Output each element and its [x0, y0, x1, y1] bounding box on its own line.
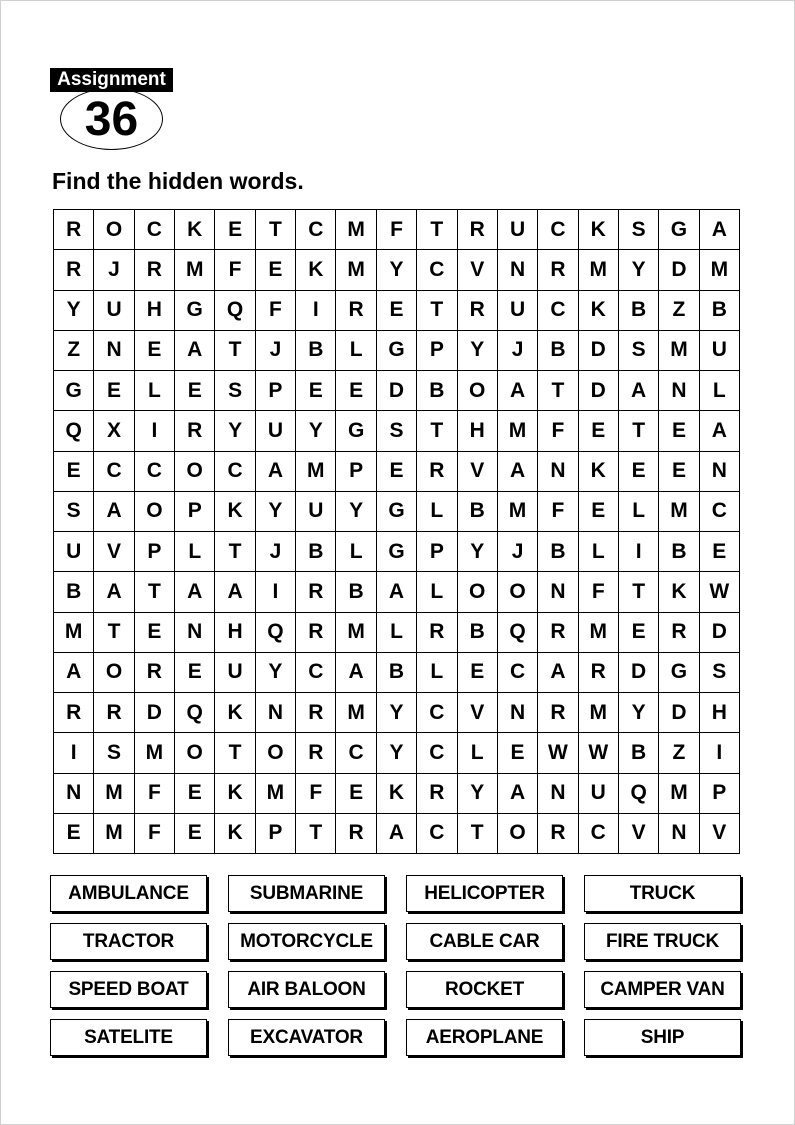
grid-cell[interactable]: S — [700, 653, 740, 693]
grid-cell[interactable]: E — [619, 452, 659, 492]
grid-cell[interactable]: E — [377, 452, 417, 492]
grid-cell[interactable]: G — [377, 331, 417, 371]
grid-cell[interactable]: B — [538, 331, 578, 371]
grid-cell[interactable]: M — [700, 250, 740, 290]
grid-cell[interactable]: R — [458, 291, 498, 331]
grid-cell[interactable]: Y — [336, 492, 376, 532]
grid-cell[interactable]: M — [659, 774, 699, 814]
grid-cell[interactable]: T — [417, 210, 457, 250]
grid-cell[interactable]: T — [94, 613, 134, 653]
grid-cell[interactable]: G — [659, 210, 699, 250]
word-box: AEROPLANE — [406, 1019, 563, 1056]
grid-cell[interactable]: Y — [619, 250, 659, 290]
grid-cell[interactable]: A — [700, 411, 740, 451]
grid-cell[interactable]: T — [215, 532, 255, 572]
grid-cell[interactable]: A — [538, 653, 578, 693]
grid-cell[interactable]: O — [94, 210, 134, 250]
grid-cell[interactable]: K — [175, 210, 215, 250]
grid-cell[interactable]: E — [377, 291, 417, 331]
grid-cell[interactable]: U — [498, 210, 538, 250]
grid-cell[interactable]: T — [417, 291, 457, 331]
grid-cell[interactable]: E — [579, 492, 619, 532]
grid-cell[interactable]: C — [498, 653, 538, 693]
grid-cell[interactable]: L — [175, 532, 215, 572]
grid-cell[interactable]: U — [54, 532, 94, 572]
grid-cell[interactable]: T — [458, 814, 498, 854]
grid-cell[interactable]: E — [659, 452, 699, 492]
word-box: TRACTOR — [50, 923, 207, 960]
grid-cell[interactable]: A — [498, 774, 538, 814]
grid-cell[interactable]: B — [659, 532, 699, 572]
grid-cell[interactable]: E — [54, 452, 94, 492]
grid-cell[interactable]: K — [215, 492, 255, 532]
grid-cell[interactable]: W — [538, 733, 578, 773]
assignment-number: 36 — [84, 93, 139, 146]
grid-cell[interactable]: V — [458, 452, 498, 492]
grid-cell[interactable]: P — [256, 814, 296, 854]
word-box: CABLE CAR — [406, 923, 563, 960]
grid-cell[interactable]: D — [135, 693, 175, 733]
grid-cell[interactable]: E — [135, 613, 175, 653]
grid-cell[interactable]: U — [579, 774, 619, 814]
grid-cell[interactable]: U — [700, 331, 740, 371]
grid-cell[interactable]: Y — [377, 693, 417, 733]
grid-cell[interactable]: C — [94, 452, 134, 492]
grid-cell[interactable]: L — [417, 572, 457, 612]
word-box: FIRE TRUCK — [584, 923, 741, 960]
grid-cell[interactable]: F — [135, 814, 175, 854]
grid-cell[interactable]: B — [336, 572, 376, 612]
grid-cell[interactable]: Y — [215, 411, 255, 451]
grid-cell[interactable]: U — [256, 411, 296, 451]
grid-cell[interactable]: E — [175, 371, 215, 411]
grid-cell[interactable]: M — [135, 733, 175, 773]
grid-cell[interactable]: B — [458, 492, 498, 532]
grid-cell[interactable]: N — [256, 693, 296, 733]
grid-cell[interactable]: I — [54, 733, 94, 773]
grid-cell[interactable]: I — [256, 572, 296, 612]
grid-cell[interactable]: O — [94, 653, 134, 693]
grid-cell[interactable]: C — [417, 693, 457, 733]
grid-cell[interactable]: O — [135, 492, 175, 532]
grid-cell[interactable]: T — [619, 411, 659, 451]
grid-cell[interactable]: N — [175, 613, 215, 653]
grid-cell[interactable]: C — [700, 492, 740, 532]
grid-cell[interactable]: P — [700, 774, 740, 814]
grid-cell[interactable]: S — [619, 210, 659, 250]
assignment-label: Assignment — [50, 68, 173, 92]
grid-cell[interactable]: E — [700, 532, 740, 572]
grid-cell[interactable]: C — [296, 210, 336, 250]
grid-cell[interactable]: D — [619, 653, 659, 693]
grid-cell[interactable]: Z — [659, 291, 699, 331]
grid-cell[interactable]: C — [135, 210, 175, 250]
grid-cell[interactable]: G — [659, 653, 699, 693]
grid-cell[interactable]: R — [54, 210, 94, 250]
grid-cell[interactable]: T — [215, 331, 255, 371]
grid-cell[interactable]: A — [94, 492, 134, 532]
grid-cell[interactable]: E — [175, 774, 215, 814]
grid-cell[interactable]: Q — [215, 291, 255, 331]
grid-cell[interactable]: K — [215, 814, 255, 854]
grid-cell[interactable]: A — [377, 572, 417, 612]
grid-cell[interactable]: F — [538, 411, 578, 451]
grid-cell[interactable]: V — [458, 693, 498, 733]
grid-cell[interactable]: R — [538, 693, 578, 733]
grid-cell[interactable]: C — [538, 210, 578, 250]
grid-cell[interactable]: E — [579, 411, 619, 451]
grid-cell[interactable]: A — [336, 653, 376, 693]
grid-cell[interactable]: B — [619, 733, 659, 773]
grid-cell[interactable]: V — [619, 814, 659, 854]
grid-cell[interactable]: P — [175, 492, 215, 532]
grid-cell[interactable]: E — [256, 250, 296, 290]
grid-cell[interactable]: R — [336, 291, 376, 331]
grid-cell[interactable]: Y — [256, 492, 296, 532]
grid-cell[interactable]: L — [417, 653, 457, 693]
grid-cell[interactable]: U — [215, 653, 255, 693]
grid-cell[interactable]: C — [135, 452, 175, 492]
grid-cell[interactable]: G — [175, 291, 215, 331]
grid-cell[interactable]: T — [296, 814, 336, 854]
grid-cell[interactable]: C — [538, 291, 578, 331]
grid-cell[interactable]: M — [175, 250, 215, 290]
grid-cell[interactable]: P — [336, 452, 376, 492]
grid-cell[interactable]: E — [175, 814, 215, 854]
grid-cell[interactable]: B — [54, 572, 94, 612]
grid-cell[interactable]: E — [336, 774, 376, 814]
grid-cell[interactable]: C — [417, 814, 457, 854]
word-box: SHIP — [584, 1019, 741, 1056]
grid-cell[interactable]: N — [659, 814, 699, 854]
grid-cell[interactable]: A — [175, 331, 215, 371]
grid-cell[interactable]: D — [579, 371, 619, 411]
grid-cell[interactable]: Y — [458, 532, 498, 572]
grid-cell[interactable]: M — [659, 331, 699, 371]
grid-cell[interactable]: O — [175, 452, 215, 492]
grid-cell[interactable]: R — [458, 210, 498, 250]
grid-cell[interactable]: M — [579, 613, 619, 653]
grid-cell[interactable]: N — [498, 693, 538, 733]
grid-cell[interactable]: F — [579, 572, 619, 612]
grid-cell[interactable]: T — [135, 572, 175, 612]
grid-cell[interactable]: G — [336, 411, 376, 451]
grid-cell[interactable]: A — [175, 572, 215, 612]
grid-cell[interactable]: M — [94, 814, 134, 854]
grid-cell[interactable]: P — [417, 331, 457, 371]
word-box: CAMPER VAN — [584, 971, 741, 1008]
grid-cell[interactable]: Q — [175, 693, 215, 733]
grid-cell[interactable]: M — [336, 613, 376, 653]
grid-cell[interactable]: N — [700, 452, 740, 492]
grid-cell[interactable]: O — [458, 572, 498, 612]
word-search-grid — [53, 209, 740, 854]
grid-cell[interactable]: N — [498, 250, 538, 290]
grid-cell[interactable]: W — [700, 572, 740, 612]
grid-cell[interactable]: M — [336, 693, 376, 733]
grid-cell[interactable]: T — [215, 733, 255, 773]
grid-cell[interactable]: R — [336, 814, 376, 854]
word-box: AMBULANCE — [50, 875, 207, 912]
grid-cell[interactable]: L — [135, 371, 175, 411]
grid-cell[interactable]: R — [175, 411, 215, 451]
grid-cell[interactable]: M — [336, 210, 376, 250]
grid-cell[interactable]: C — [215, 452, 255, 492]
grid-cell[interactable]: S — [94, 733, 134, 773]
grid-cell[interactable]: M — [579, 250, 619, 290]
grid-cell[interactable]: E — [135, 331, 175, 371]
grid-cell[interactable]: U — [94, 291, 134, 331]
grid-cell[interactable]: L — [579, 532, 619, 572]
grid-cell[interactable]: K — [377, 774, 417, 814]
grid-cell[interactable]: P — [135, 532, 175, 572]
grid-cell[interactable]: T — [256, 210, 296, 250]
grid-cell[interactable]: J — [498, 532, 538, 572]
grid-cell[interactable]: E — [296, 371, 336, 411]
grid-cell[interactable]: A — [54, 653, 94, 693]
grid-cell[interactable]: R — [538, 814, 578, 854]
grid-cell[interactable]: L — [458, 733, 498, 773]
grid-cell[interactable]: K — [579, 291, 619, 331]
grid-cell[interactable]: B — [538, 532, 578, 572]
grid-cell[interactable]: X — [94, 411, 134, 451]
grid-cell[interactable]: F — [135, 774, 175, 814]
grid-cell[interactable]: D — [700, 613, 740, 653]
grid-cell[interactable]: E — [215, 210, 255, 250]
grid-cell[interactable]: L — [377, 613, 417, 653]
grid-cell[interactable]: N — [659, 371, 699, 411]
grid-cell[interactable]: V — [700, 814, 740, 854]
grid-cell[interactable]: K — [579, 210, 619, 250]
grid-cell[interactable]: R — [417, 774, 457, 814]
grid-cell[interactable]: P — [256, 371, 296, 411]
grid-cell[interactable]: Q — [54, 411, 94, 451]
grid-cell[interactable]: A — [619, 371, 659, 411]
word-box: ROCKET — [406, 971, 563, 1008]
grid-cell[interactable]: O — [175, 733, 215, 773]
grid-cell[interactable]: D — [579, 331, 619, 371]
grid-cell[interactable]: T — [538, 371, 578, 411]
grid-cell[interactable]: R — [135, 250, 175, 290]
grid-cell[interactable]: R — [538, 250, 578, 290]
grid-cell[interactable]: C — [579, 814, 619, 854]
grid-cell[interactable]: A — [215, 572, 255, 612]
grid-cell[interactable]: D — [659, 693, 699, 733]
grid-cell[interactable]: G — [377, 532, 417, 572]
grid-cell[interactable]: A — [700, 210, 740, 250]
word-box: HELICOPTER — [406, 875, 563, 912]
grid-cell[interactable]: C — [417, 250, 457, 290]
grid-cell[interactable]: N — [538, 774, 578, 814]
grid-cell[interactable]: R — [538, 613, 578, 653]
grid-cell[interactable]: V — [94, 532, 134, 572]
grid-cell[interactable]: S — [54, 492, 94, 532]
grid-cell[interactable]: R — [579, 653, 619, 693]
grid-cell[interactable]: Y — [296, 411, 336, 451]
grid-cell[interactable]: O — [498, 572, 538, 612]
grid-cell[interactable]: C — [296, 653, 336, 693]
grid-cell[interactable]: Q — [619, 774, 659, 814]
grid-cell[interactable]: A — [498, 371, 538, 411]
grid-cell[interactable]: C — [417, 733, 457, 773]
grid-cell[interactable]: F — [256, 291, 296, 331]
grid-cell[interactable]: K — [215, 693, 255, 733]
word-box: MOTORCYCLE — [228, 923, 385, 960]
grid-cell[interactable]: Y — [377, 733, 417, 773]
grid-cell[interactable]: R — [54, 693, 94, 733]
grid-cell[interactable]: A — [94, 572, 134, 612]
grid-cell[interactable]: M — [498, 492, 538, 532]
grid-cell[interactable]: R — [135, 653, 175, 693]
grid-cell[interactable]: L — [619, 492, 659, 532]
grid-cell[interactable]: G — [54, 371, 94, 411]
grid-cell[interactable]: H — [458, 411, 498, 451]
grid-cell[interactable]: A — [377, 814, 417, 854]
grid-cell[interactable]: I — [619, 532, 659, 572]
word-box: AIR BALOON — [228, 971, 385, 1008]
grid-cell[interactable]: S — [619, 331, 659, 371]
grid-cell[interactable]: M — [54, 613, 94, 653]
grid-cell[interactable]: S — [377, 411, 417, 451]
grid-cell[interactable]: K — [296, 250, 336, 290]
grid-cell[interactable]: Y — [54, 291, 94, 331]
grid-cell[interactable]: O — [498, 814, 538, 854]
grid-cell[interactable]: J — [94, 250, 134, 290]
grid-cell[interactable]: F — [215, 250, 255, 290]
grid-cell[interactable]: Y — [619, 693, 659, 733]
grid-cell[interactable]: J — [256, 331, 296, 371]
grid-cell[interactable]: D — [377, 371, 417, 411]
grid-cell[interactable]: R — [659, 613, 699, 653]
grid-cell[interactable]: B — [377, 653, 417, 693]
grid-cell[interactable]: B — [458, 613, 498, 653]
grid-cell[interactable]: Z — [54, 331, 94, 371]
grid-cell[interactable]: M — [256, 774, 296, 814]
grid-cell[interactable]: K — [215, 774, 255, 814]
grid-cell[interactable]: Y — [256, 653, 296, 693]
grid-cell[interactable]: R — [296, 693, 336, 733]
grid-cell[interactable]: I — [296, 291, 336, 331]
grid-cell[interactable]: E — [94, 371, 134, 411]
grid-cell[interactable]: N — [54, 774, 94, 814]
grid-cell[interactable]: E — [175, 653, 215, 693]
grid-cell[interactable]: R — [296, 613, 336, 653]
grid-cell[interactable]: T — [619, 572, 659, 612]
grid-cell[interactable]: K — [659, 572, 699, 612]
grid-cell[interactable]: J — [256, 532, 296, 572]
grid-cell[interactable]: S — [215, 371, 255, 411]
grid-cell[interactable]: N — [538, 572, 578, 612]
grid-cell[interactable]: L — [336, 331, 376, 371]
grid-cell[interactable]: V — [458, 250, 498, 290]
word-list — [50, 875, 742, 1056]
word-box: TRUCK — [584, 875, 741, 912]
grid-cell[interactable]: Q — [256, 613, 296, 653]
grid-cell[interactable]: O — [458, 371, 498, 411]
grid-cell[interactable]: J — [498, 331, 538, 371]
grid-cell[interactable]: N — [94, 331, 134, 371]
grid-cell[interactable]: M — [336, 250, 376, 290]
grid-cell[interactable]: B — [296, 331, 336, 371]
grid-cell[interactable]: I — [135, 411, 175, 451]
grid-cell[interactable]: F — [538, 492, 578, 532]
grid-cell[interactable]: B — [417, 371, 457, 411]
grid-cell[interactable]: E — [458, 653, 498, 693]
grid-cell[interactable]: A — [498, 452, 538, 492]
grid-cell[interactable]: N — [538, 452, 578, 492]
grid-cell[interactable]: E — [498, 733, 538, 773]
grid-cell[interactable]: B — [296, 532, 336, 572]
grid-cell[interactable]: M — [94, 774, 134, 814]
grid-cell[interactable]: L — [700, 371, 740, 411]
grid-cell[interactable]: H — [215, 613, 255, 653]
grid-cell[interactable]: U — [296, 492, 336, 532]
instruction-heading: Find the hidden words. — [52, 168, 304, 194]
word-box: SPEED BOAT — [50, 971, 207, 1008]
grid-cell[interactable]: O — [256, 733, 296, 773]
grid-cell[interactable]: E — [54, 814, 94, 854]
grid-cell[interactable]: R — [296, 572, 336, 612]
grid-cell[interactable]: R — [94, 693, 134, 733]
word-box: EXCAVATOR — [228, 1019, 385, 1056]
grid-cell[interactable]: E — [659, 411, 699, 451]
grid-cell[interactable]: Z — [659, 733, 699, 773]
grid-cell[interactable]: C — [336, 733, 376, 773]
grid-cell[interactable]: W — [579, 733, 619, 773]
grid-cell[interactable]: I — [700, 733, 740, 773]
grid-cell[interactable]: B — [619, 291, 659, 331]
grid-cell[interactable]: M — [498, 411, 538, 451]
grid-cell[interactable]: R — [417, 613, 457, 653]
grid-cell[interactable]: F — [296, 774, 336, 814]
grid-cell[interactable]: Y — [458, 774, 498, 814]
grid-cell[interactable]: K — [579, 452, 619, 492]
grid-cell[interactable]: D — [659, 250, 699, 290]
grid-cell[interactable]: H — [700, 693, 740, 733]
word-box: SATELITE — [50, 1019, 207, 1056]
grid-cell[interactable]: F — [377, 210, 417, 250]
grid-cell[interactable]: A — [256, 452, 296, 492]
grid-cell[interactable]: P — [417, 532, 457, 572]
grid-cell[interactable]: Y — [377, 250, 417, 290]
grid-cell[interactable]: L — [417, 492, 457, 532]
grid-cell[interactable]: E — [619, 613, 659, 653]
grid-cell[interactable]: R — [54, 250, 94, 290]
grid-cell[interactable]: R — [417, 452, 457, 492]
grid-cell[interactable]: B — [700, 291, 740, 331]
grid-cell[interactable]: E — [336, 371, 376, 411]
grid-cell[interactable]: Y — [458, 331, 498, 371]
grid-cell[interactable]: G — [377, 492, 417, 532]
word-box: SUBMARINE — [228, 875, 385, 912]
grid-cell[interactable]: M — [296, 452, 336, 492]
grid-cell[interactable]: M — [659, 492, 699, 532]
grid-cell[interactable]: L — [336, 532, 376, 572]
grid-cell[interactable]: Q — [498, 613, 538, 653]
grid-cell[interactable]: U — [498, 291, 538, 331]
grid-cell[interactable]: T — [417, 411, 457, 451]
grid-cell[interactable]: R — [296, 733, 336, 773]
grid-cell[interactable]: H — [135, 291, 175, 331]
grid-cell[interactable]: M — [579, 693, 619, 733]
